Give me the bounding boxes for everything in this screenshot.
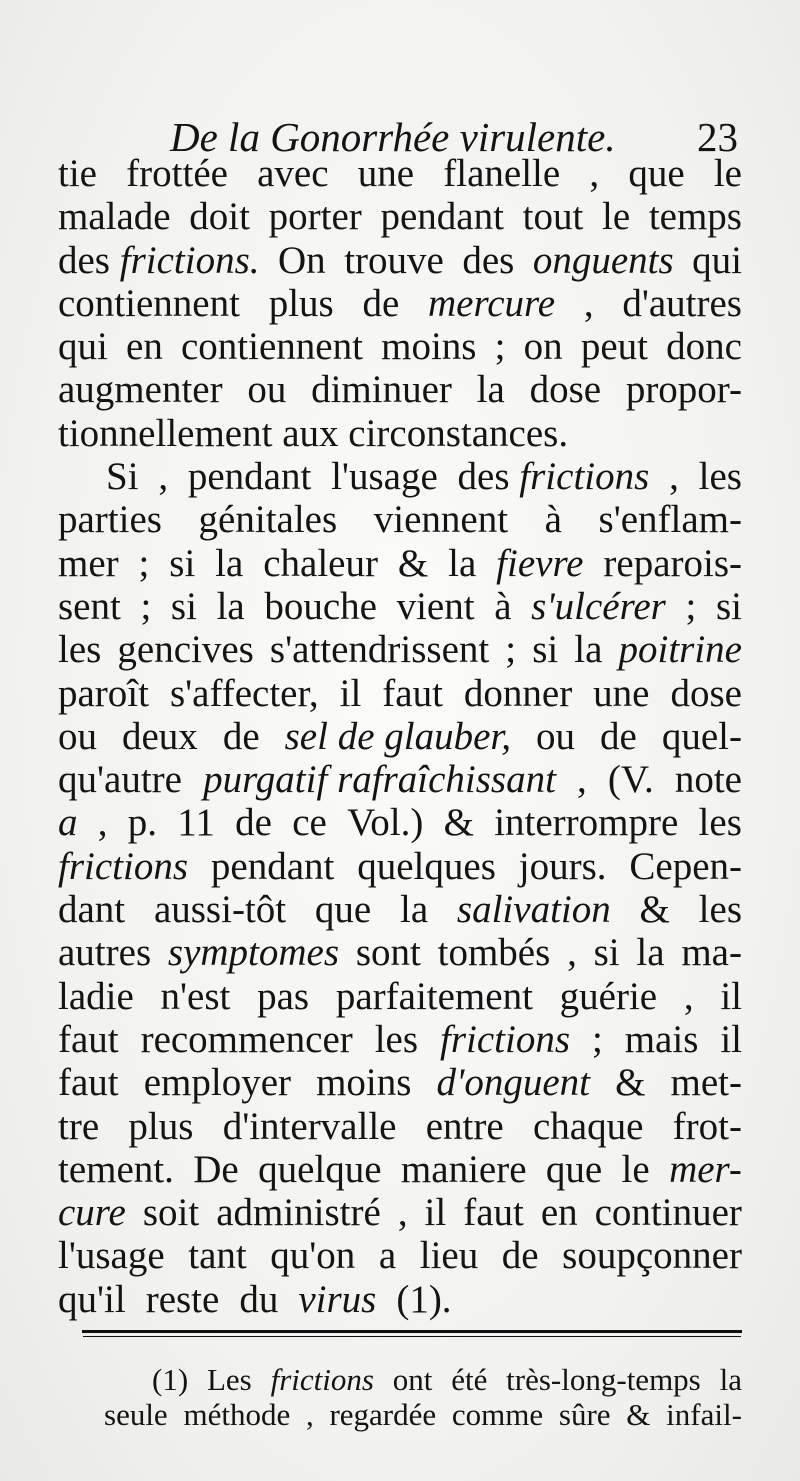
body-word: propor-	[625, 368, 742, 412]
body-word: si	[169, 541, 196, 585]
body-word: s'affecter,	[169, 671, 319, 715]
body-word: tant	[188, 1234, 247, 1278]
footnote-separator-rule	[82, 1330, 742, 1333]
body-word: flanelle	[443, 152, 561, 195]
body-word: en	[540, 1191, 578, 1235]
body-word: on	[523, 325, 563, 369]
footnote-word: méthode	[183, 1397, 291, 1432]
body-word: mercure	[428, 281, 556, 325]
body-word: doit	[189, 195, 250, 239]
body-word: faut	[382, 671, 443, 715]
body-word: ,	[567, 931, 577, 975]
body-word: ce	[292, 801, 327, 845]
body-word: ;	[138, 541, 150, 585]
body-word: ,	[683, 974, 694, 1018]
body-word: note	[674, 758, 742, 802]
body-word: pas	[257, 974, 310, 1018]
main-text	[58, 152, 742, 1321]
body-word: la	[399, 888, 429, 932]
body-word: continuer	[594, 1191, 742, 1235]
body-word: les	[58, 628, 102, 672]
body-word: donc	[666, 325, 742, 369]
body-word: la	[216, 584, 245, 628]
body-word: soupçonner	[562, 1234, 742, 1278]
body-word: tionnellement aux circonstances.	[58, 411, 569, 455]
body-word: si	[170, 584, 197, 628]
body-word: &	[639, 888, 670, 932]
body-word: onguents	[532, 238, 674, 282]
body-word: qu'il	[58, 1277, 126, 1321]
body-line	[58, 1191, 742, 1234]
body-word: l'usage	[331, 455, 438, 499]
body-word: parfaitement	[335, 974, 533, 1018]
body-word: lieu	[419, 1234, 479, 1278]
body-line	[58, 239, 742, 282]
body-word: chaleur	[263, 541, 378, 585]
body-word: entre	[425, 1104, 504, 1148]
body-word: à	[494, 584, 512, 628]
body-word: ,	[589, 152, 600, 195]
body-line	[58, 931, 742, 974]
body-word: tout	[522, 195, 584, 239]
body-word: en	[126, 325, 163, 369]
body-word: ou	[247, 368, 287, 412]
footnote-word: (1)	[152, 1362, 189, 1397]
body-word: deux	[122, 714, 198, 758]
footnote-word: été	[451, 1362, 488, 1397]
body-word: ladie	[58, 974, 134, 1018]
body-word: n'est	[160, 974, 231, 1018]
body-line	[58, 888, 742, 931]
body-word: peut	[580, 325, 648, 369]
body-word: que	[314, 888, 372, 932]
body-word: fievre	[496, 541, 584, 585]
footnote-word: ont	[392, 1362, 433, 1397]
body-word: si	[715, 584, 742, 628]
body-word: maniere	[400, 1147, 527, 1191]
body-word: d'onguent	[436, 1061, 591, 1105]
body-word: que	[628, 152, 685, 195]
body-word: ,	[97, 801, 108, 845]
footnote-word: sûre	[558, 1397, 611, 1432]
body-word: guérie	[559, 974, 658, 1018]
body-line	[58, 975, 742, 1018]
body-word: recommencer	[140, 1017, 353, 1061]
body-word: viennent	[373, 498, 509, 542]
running-title: De la Gonorrhée virulente.	[170, 114, 616, 160]
body-word: (1).	[396, 1277, 452, 1321]
body-line	[58, 542, 742, 585]
body-word: autres	[58, 931, 152, 975]
body-word: bouche	[264, 584, 377, 628]
body-word: Si	[106, 455, 139, 499]
body-word: soit	[142, 1191, 200, 1235]
body-word: chaque	[532, 1104, 644, 1148]
footnote-word: comme	[451, 1397, 544, 1432]
body-word: (V.	[607, 758, 654, 802]
body-word: qui	[692, 238, 742, 282]
body-word: ;	[140, 584, 152, 628]
body-line	[58, 368, 742, 411]
body-word: tre	[58, 1104, 100, 1148]
body-word: diminuer	[311, 368, 452, 412]
body-word: de	[362, 281, 400, 325]
body-word: quelque	[258, 1147, 382, 1191]
body-word: avec	[257, 152, 329, 195]
body-line	[58, 1148, 742, 1191]
body-line	[58, 1105, 742, 1148]
page-number: 23	[697, 114, 738, 160]
body-word: de	[222, 714, 260, 758]
body-line	[58, 1234, 742, 1277]
body-word: faut	[58, 1061, 119, 1105]
body-word: aussi-tôt	[153, 888, 287, 932]
body-word: ,	[577, 758, 587, 802]
body-word: si	[532, 628, 559, 672]
body-word: plus	[128, 1104, 194, 1148]
body-word: faut	[58, 1017, 119, 1061]
body-word: mer	[58, 541, 119, 585]
body-line	[58, 498, 742, 541]
body-word: paroît	[58, 671, 149, 715]
body-word: porter	[268, 195, 362, 239]
footnote-line	[104, 1362, 742, 1397]
body-word: 11	[177, 801, 215, 845]
body-word: administré	[216, 1191, 381, 1235]
body-word: ,	[669, 455, 679, 499]
body-word: pendant	[187, 455, 312, 499]
body-word: ;	[685, 584, 697, 628]
body-word: tombés	[437, 931, 551, 975]
body-line	[58, 152, 742, 195]
body-word: malade	[58, 195, 171, 239]
body-word: vient	[396, 584, 475, 628]
body-word: frictions	[58, 844, 189, 888]
body-word: la	[476, 368, 505, 412]
body-word: ou	[536, 714, 576, 758]
body-word: ,	[583, 281, 594, 325]
body-word: frot-	[672, 1104, 742, 1148]
body-word: temps	[648, 195, 742, 239]
body-word: ;	[505, 628, 517, 672]
body-word: gencives	[117, 628, 254, 672]
body-word: contiennent	[181, 325, 363, 369]
body-word: frictions	[439, 1017, 570, 1061]
body-word: plus	[268, 281, 334, 325]
body-word: le	[601, 195, 631, 239]
body-word: dose	[529, 368, 602, 412]
body-word: qu'autre	[58, 758, 182, 802]
footnote-word: la	[719, 1362, 742, 1397]
body-line	[58, 758, 742, 801]
body-word: la	[215, 541, 244, 585]
body-word: la	[448, 541, 477, 585]
body-line	[58, 715, 742, 758]
body-word: a	[378, 1234, 397, 1278]
body-word: jours.	[518, 844, 607, 888]
body-line	[58, 628, 742, 671]
body-word: &	[443, 801, 474, 845]
body-line	[58, 1061, 742, 1104]
body-word: que	[545, 1147, 603, 1191]
body-word: du	[239, 1277, 279, 1321]
body-word: il	[339, 671, 362, 715]
body-word: frottée	[126, 152, 228, 195]
body-word: l'usage	[58, 1234, 165, 1278]
body-word: s'enflam-	[598, 498, 742, 542]
body-word: mer-	[669, 1147, 742, 1191]
body-word: trouve	[344, 238, 444, 282]
body-word: sel de glauber,	[284, 714, 512, 758]
body-word: cure	[58, 1191, 126, 1235]
body-word: quel-	[661, 714, 742, 758]
body-word: il	[720, 974, 742, 1018]
footnote-line	[104, 1397, 742, 1432]
body-word: si	[593, 931, 620, 975]
body-word: virus	[298, 1277, 377, 1321]
footnote-word: Les	[206, 1362, 252, 1397]
body-word: poitrine	[618, 628, 742, 672]
body-word: donner	[463, 671, 573, 715]
footnote-word: seule	[104, 1397, 168, 1432]
body-line	[58, 801, 742, 844]
body-word: d'intervalle	[222, 1104, 397, 1148]
body-word: le	[713, 152, 742, 195]
body-word: d'autres	[622, 281, 742, 325]
body-word: moins	[381, 325, 477, 369]
body-line	[58, 195, 742, 238]
body-word: il	[424, 1191, 447, 1235]
body-word: interrompre	[494, 801, 679, 845]
body-word: sont	[355, 931, 421, 975]
body-word: p.	[127, 801, 158, 845]
body-word: des frictions	[457, 455, 650, 499]
body-word: Vol.)	[347, 801, 424, 845]
body-line	[58, 325, 742, 368]
body-word: met-	[670, 1061, 742, 1105]
footnote-word: très-long-temps	[506, 1362, 701, 1397]
body-word: s'attendrissent	[269, 628, 490, 672]
body-word: augmenter	[58, 368, 223, 412]
body-word: &	[615, 1061, 646, 1105]
body-word: les	[698, 801, 742, 845]
body-word: une	[593, 671, 650, 715]
body-word: ;	[494, 325, 506, 369]
body-word: les	[374, 1017, 419, 1061]
body-word: à	[544, 498, 562, 542]
body-word: mais	[624, 1017, 699, 1061]
body-word: tement.	[58, 1147, 174, 1191]
body-word: Cepen-	[629, 844, 742, 888]
body-word: employer	[143, 1061, 291, 1105]
body-word: de	[600, 714, 637, 758]
body-word: la	[636, 931, 665, 975]
body-word: reste	[145, 1277, 220, 1321]
body-word: la	[574, 628, 603, 672]
body-word: pendant	[210, 844, 335, 888]
body-word: De	[193, 1147, 239, 1191]
body-word: purgatif rafraîchissant	[203, 758, 556, 802]
body-word: moins	[316, 1061, 412, 1105]
body-line	[58, 672, 742, 715]
body-word: il	[720, 1017, 742, 1061]
body-word: reparois-	[603, 541, 742, 585]
body-line	[58, 585, 742, 628]
body-line	[58, 412, 742, 455]
body-word: ;	[591, 1017, 603, 1061]
body-word: &	[397, 541, 429, 585]
body-word: de	[235, 801, 272, 845]
body-word: de	[501, 1234, 539, 1278]
body-line	[58, 1018, 742, 1061]
footnote-word: frictions	[270, 1362, 374, 1397]
body-word: ou	[58, 714, 97, 758]
body-word: ,	[397, 1191, 408, 1235]
body-word: le	[621, 1147, 650, 1191]
body-word: génitales	[198, 498, 338, 542]
body-word: a	[58, 801, 78, 845]
body-word: contiennent	[58, 281, 240, 325]
body-word: sent	[58, 584, 121, 628]
body-word: les	[698, 455, 742, 499]
body-word: une	[357, 152, 415, 195]
body-word: des frictions.	[58, 238, 260, 282]
body-line	[58, 455, 742, 498]
footnote	[104, 1362, 742, 1432]
body-word: faut	[463, 1191, 524, 1235]
body-word: On	[278, 238, 326, 282]
body-line	[58, 845, 742, 888]
body-word: tie	[58, 152, 97, 195]
footnote-word: &	[626, 1397, 651, 1432]
body-word: qui	[58, 325, 108, 369]
body-word: des	[462, 238, 515, 282]
body-line	[58, 1278, 742, 1321]
body-word: ,	[158, 455, 169, 499]
footnote-word: infail-	[666, 1397, 742, 1432]
body-word: salivation	[456, 888, 611, 932]
body-word: dose	[670, 671, 742, 715]
body-word: qu'on	[270, 1234, 356, 1278]
footnote-word: ,	[305, 1397, 314, 1432]
body-word: s'ulcérer	[531, 584, 666, 628]
body-word: parties	[58, 498, 162, 542]
body-word: dant	[58, 888, 126, 932]
body-word: les	[698, 888, 742, 932]
body-word: quelques	[357, 844, 496, 888]
body-word: ma-	[681, 931, 742, 975]
footnote-word: regardée	[329, 1397, 437, 1432]
body-line	[58, 282, 742, 325]
body-word: symptomes	[167, 931, 340, 975]
body-word: pendant	[380, 195, 504, 239]
